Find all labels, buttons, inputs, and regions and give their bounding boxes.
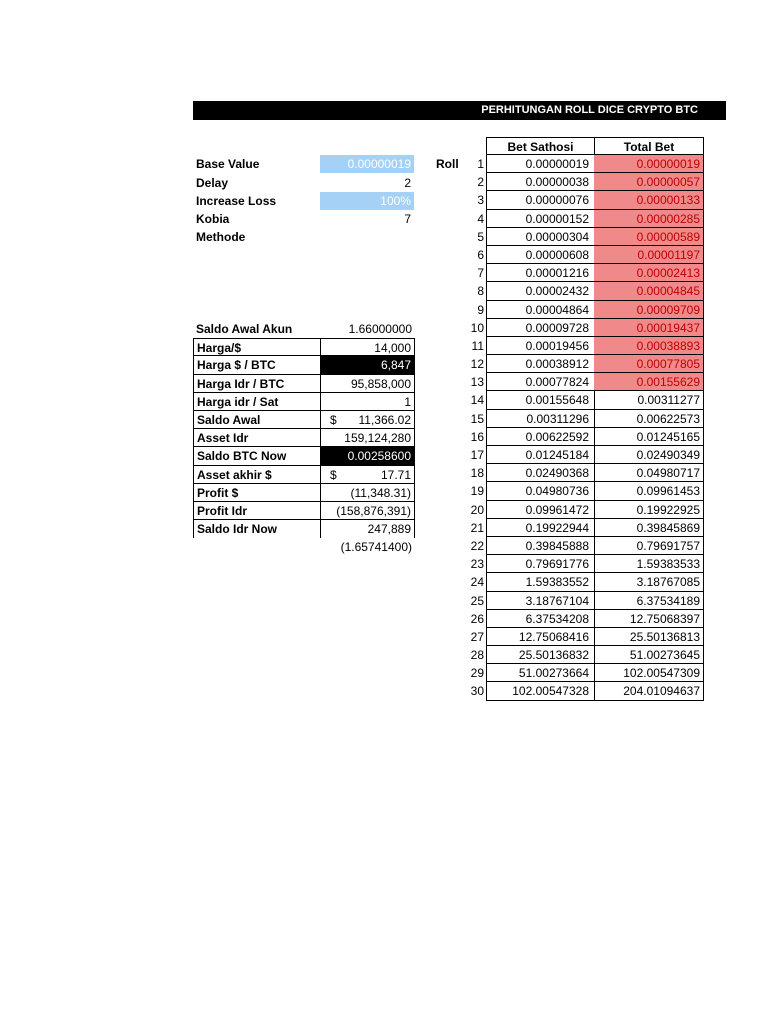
summary-label: Saldo Awal Akun <box>196 322 293 336</box>
bet-sathosi-cell[interactable]: 0.00000076 <box>486 191 595 209</box>
bet-sathosi-cell[interactable]: 0.01245184 <box>486 446 595 464</box>
param-label-increase-loss: Increase Loss <box>196 194 277 208</box>
roll-number: 7 <box>477 266 484 281</box>
bet-sathosi-cell[interactable]: 0.00000152 <box>486 210 595 228</box>
summary-value[interactable]: 11,366.02 <box>358 412 411 427</box>
summary-value[interactable]: 159,124,280 <box>344 431 411 446</box>
roll-number: 22 <box>470 538 484 553</box>
total-bet-cell[interactable]: 102.00547309 <box>594 664 704 682</box>
bet-sathosi-cell[interactable]: 0.00019456 <box>486 337 595 355</box>
cell-divider <box>320 501 321 520</box>
total-bet-cell[interactable]: 0.00001197 <box>594 246 704 264</box>
summary-value[interactable]: 14,000 <box>374 341 411 356</box>
bet-sathosi-cell[interactable]: 0.19922944 <box>486 519 595 537</box>
summary-value[interactable]: 247,889 <box>367 522 411 537</box>
total-bet-cell[interactable]: 0.02490349 <box>594 446 704 464</box>
currency-symbol: $ <box>330 412 337 427</box>
bet-sathosi-cell[interactable]: 0.09961472 <box>486 501 595 519</box>
bet-sathosi-cell[interactable]: 51.00273664 <box>486 664 595 682</box>
total-bet-cell[interactable]: 0.00000133 <box>594 191 704 209</box>
bet-sathosi-cell[interactable]: 0.00622592 <box>486 428 595 446</box>
cell-divider <box>320 410 321 429</box>
param-label-kobia: Kobia <box>196 212 230 226</box>
roll-number: 10 <box>470 320 484 335</box>
bet-sathosi-cell[interactable]: 0.00002432 <box>486 282 595 300</box>
summary-row <box>193 520 415 538</box>
roll-number: 8 <box>477 284 484 299</box>
total-bet-cell[interactable]: 0.00077805 <box>594 355 704 373</box>
total-bet-cell[interactable]: 0.00009709 <box>594 301 704 319</box>
bet-sathosi-cell[interactable]: 102.00547328 <box>486 682 595 700</box>
roll-label: Roll <box>436 157 459 171</box>
summary-label: Saldo Idr Now <box>197 522 278 537</box>
summary-row-saldo-awal-akun <box>193 320 415 338</box>
bet-sathosi-cell[interactable]: 0.00038912 <box>486 355 595 373</box>
roll-number: 27 <box>470 629 484 644</box>
roll-number: 23 <box>470 557 484 572</box>
sheet-title: PERHITUNGAN ROLL DICE CRYPTO BTC <box>481 104 698 116</box>
bet-sathosi-cell[interactable]: 0.00311296 <box>486 410 595 428</box>
param-value-increase-loss[interactable]: 100% <box>320 192 414 210</box>
total-bet-cell[interactable]: 0.00000057 <box>594 173 704 191</box>
roll-number: 28 <box>470 648 484 663</box>
total-bet-cell[interactable]: 0.19922925 <box>594 501 704 519</box>
summary-label: Harga $ / BTC <box>197 358 276 373</box>
summary-table <box>193 320 415 556</box>
roll-number: 14 <box>470 393 484 408</box>
roll-number: 21 <box>470 520 484 535</box>
summary-row <box>193 429 415 447</box>
bet-sathosi-cell[interactable]: 0.00000608 <box>486 246 595 264</box>
summary-label: Harga idr / Sat <box>197 394 279 409</box>
summary-row <box>193 484 415 502</box>
summary-row <box>193 356 415 374</box>
param-label-base-value: Base Value <box>196 157 260 171</box>
summary-value[interactable]: 1.66000000 <box>348 322 412 336</box>
total-bet-cell[interactable]: 0.00622573 <box>594 410 704 428</box>
total-bet-cell[interactable]: 12.75068397 <box>594 610 704 628</box>
param-value-delay[interactable]: 2 <box>404 176 411 190</box>
total-bet-cell[interactable]: 1.59383533 <box>594 555 704 573</box>
roll-number: 19 <box>470 484 484 499</box>
roll-number: 13 <box>470 375 484 390</box>
summary-label: Asset Idr <box>197 431 249 446</box>
cell-divider <box>320 519 321 538</box>
summary-row <box>193 502 415 520</box>
summary-label: Asset akhir $ <box>197 467 272 482</box>
header-total-bet: Total Bet <box>594 137 704 155</box>
bet-sathosi-cell[interactable]: 3.18767104 <box>486 592 595 610</box>
roll-number: 24 <box>470 575 484 590</box>
roll-number: 3 <box>477 193 484 208</box>
summary-label: Saldo Awal <box>197 412 261 427</box>
param-label-methode: Methode <box>196 230 246 244</box>
total-bet-cell[interactable]: 0.00155629 <box>594 373 704 391</box>
bet-sathosi-cell[interactable]: 12.75068416 <box>486 628 595 646</box>
bet-sathosi-cell[interactable]: 0.00001216 <box>486 264 595 282</box>
summary-value[interactable]: (11,348.31) <box>350 485 411 500</box>
cell-divider <box>320 428 321 447</box>
summary-value[interactable]: (158,876,391) <box>336 503 411 518</box>
param-value-methode[interactable] <box>320 228 414 246</box>
total-bet-cell[interactable]: 0.00038893 <box>594 337 704 355</box>
roll-number: 25 <box>470 593 484 608</box>
sheet-title-bar <box>193 101 726 120</box>
roll-number: 29 <box>470 666 484 681</box>
roll-number: 26 <box>470 611 484 626</box>
summary-row <box>193 338 415 356</box>
total-bet-cell[interactable]: 0.00004845 <box>594 282 704 300</box>
bet-sathosi-cell[interactable]: 25.50136832 <box>486 646 595 664</box>
cell-divider <box>320 338 321 356</box>
summary-value[interactable]: 0.00258600 <box>321 447 414 464</box>
roll-number: 20 <box>470 502 484 517</box>
total-bet-cell[interactable]: 0.39845869 <box>594 519 704 537</box>
summary-row <box>193 393 415 411</box>
bet-sathosi-cell[interactable]: 0.04980736 <box>486 482 595 500</box>
param-label-delay: Delay <box>196 176 229 190</box>
roll-number: 5 <box>477 229 484 244</box>
bet-sathosi-cell[interactable]: 0.00009728 <box>486 319 595 337</box>
summary-value[interactable]: 1 <box>404 394 411 409</box>
total-bet-cell[interactable]: 0.04980717 <box>594 464 704 482</box>
roll-number: 17 <box>470 448 484 462</box>
summary-label: Saldo BTC Now <box>197 449 287 464</box>
bet-sathosi-cell[interactable]: 0.00000038 <box>486 173 595 191</box>
total-bet-cell[interactable]: 204.01094637 <box>594 682 704 700</box>
roll-number: 11 <box>471 338 484 353</box>
total-bet-cell[interactable]: 0.09961453 <box>594 482 704 500</box>
summary-value[interactable]: 95,858,000 <box>350 376 411 391</box>
bet-sathosi-cell[interactable]: 0.00004864 <box>486 301 595 319</box>
total-bet-cell[interactable]: 0.00000589 <box>594 228 704 246</box>
summary-label: Profit Idr <box>197 503 247 518</box>
summary-row <box>193 411 415 429</box>
summary-value[interactable]: 6,847 <box>321 356 414 373</box>
summary-extra-row <box>193 538 415 556</box>
cell-divider <box>320 465 321 484</box>
cell-divider <box>320 374 321 393</box>
bet-sathosi-cell[interactable]: 6.37534208 <box>486 610 595 628</box>
roll-number: 9 <box>477 302 484 317</box>
bet-sathosi-cell[interactable]: 0.02490368 <box>486 464 595 482</box>
total-bet-cell[interactable]: 0.00019437 <box>594 319 704 337</box>
total-bet-cell[interactable]: 3.18767085 <box>594 573 704 591</box>
roll-number: 1 <box>477 157 484 171</box>
cell-divider <box>320 483 321 502</box>
total-bet-cell[interactable]: 51.00273645 <box>594 646 704 664</box>
summary-row <box>193 375 415 393</box>
param-value-kobia[interactable]: 7 <box>404 212 411 226</box>
bet-sathosi-cell[interactable]: 0.00155648 <box>486 391 595 409</box>
bet-sathosi-cell[interactable]: 0.00077824 <box>486 373 595 391</box>
roll-number: 12 <box>470 357 484 372</box>
summary-label: Harga Idr / BTC <box>197 376 285 391</box>
roll-number: 16 <box>470 429 484 444</box>
roll-number: 18 <box>470 466 484 481</box>
summary-row <box>193 447 415 465</box>
total-bet-cell[interactable]: 0.00000019 <box>594 155 704 173</box>
bet-sathosi-cell[interactable]: 1.59383552 <box>486 573 595 591</box>
summary-label: Harga/$ <box>197 341 242 356</box>
roll-number: 6 <box>477 247 484 262</box>
roll-number: 15 <box>470 411 484 426</box>
cell-divider <box>320 392 321 411</box>
roll-number: 30 <box>470 684 484 699</box>
param-value-base-value[interactable]: 0.00000019 <box>320 155 414 173</box>
summary-extra-value[interactable]: (1.65741400) <box>340 540 412 555</box>
total-bet-cell[interactable]: 25.50136813 <box>594 628 704 646</box>
total-bet-cell[interactable]: 6.37534189 <box>594 592 704 610</box>
bet-sathosi-cell[interactable]: 0.00000304 <box>486 228 595 246</box>
bet-sathosi-cell[interactable]: 0.79691776 <box>486 555 595 573</box>
total-bet-cell[interactable]: 0.79691757 <box>594 537 704 555</box>
bet-sathosi-cell[interactable]: 0.00000019 <box>486 155 595 173</box>
roll-number: 2 <box>477 175 484 190</box>
summary-value[interactable]: 17.71 <box>380 467 411 482</box>
summary-row <box>193 466 415 484</box>
bet-sathosi-cell[interactable]: 0.39845888 <box>486 537 595 555</box>
total-bet-cell[interactable]: 0.00002413 <box>594 264 704 282</box>
total-bet-cell[interactable]: 0.00311277 <box>594 391 704 409</box>
header-bet-sathosi: Bet Sathosi <box>486 137 595 155</box>
roll-number: 4 <box>477 211 484 226</box>
summary-label: Profit $ <box>197 485 239 500</box>
total-bet-cell[interactable]: 0.00000285 <box>594 210 704 228</box>
total-bet-cell[interactable]: 0.01245165 <box>594 428 704 446</box>
currency-symbol: $ <box>330 467 337 482</box>
